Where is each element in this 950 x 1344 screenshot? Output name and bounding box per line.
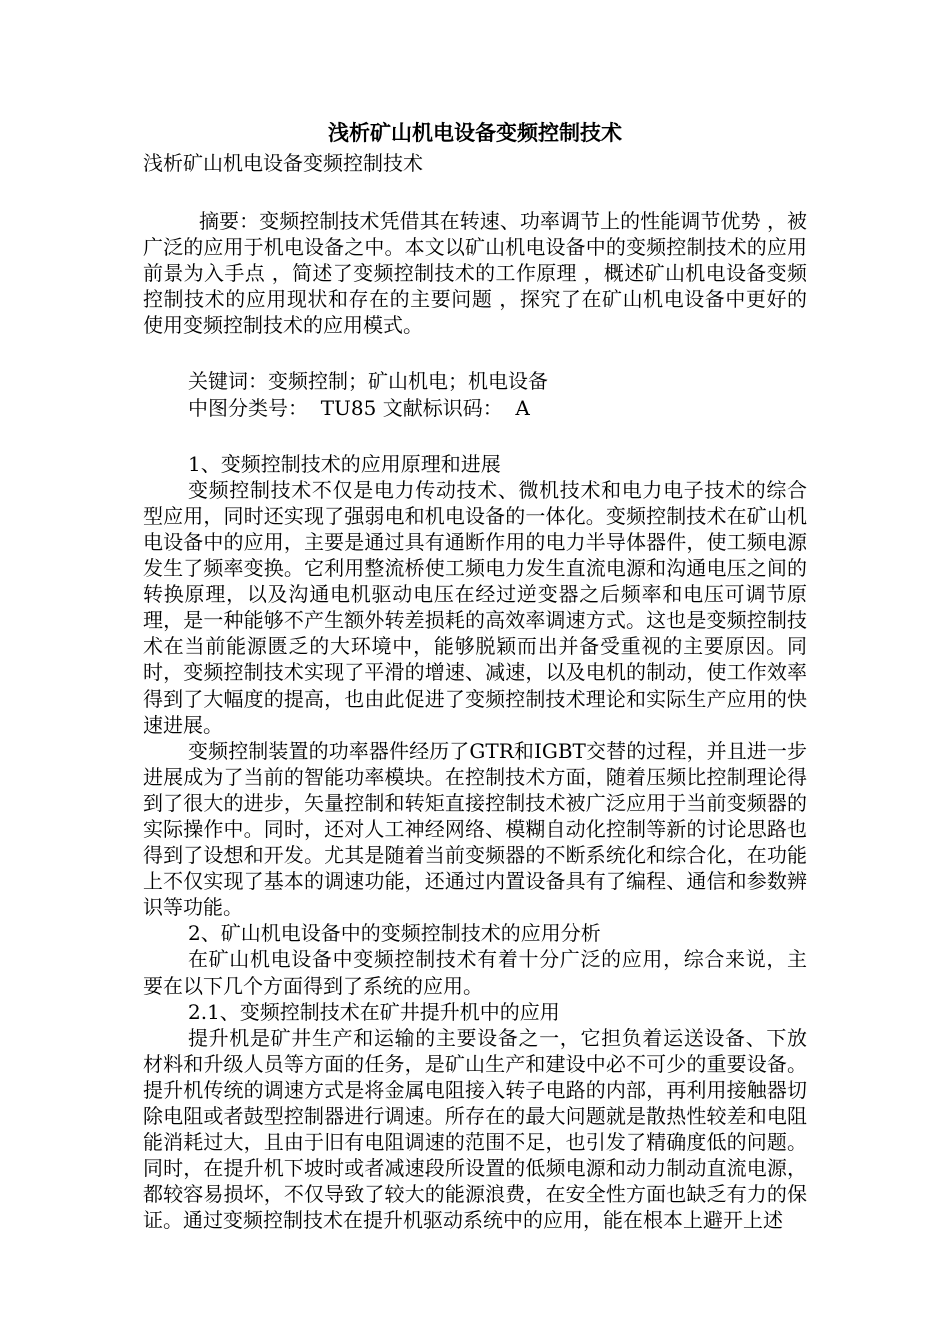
spacer [143, 421, 807, 451]
document-subtitle: 浅析矿山机电设备变频控制技术 [143, 151, 423, 175]
section-1-paragraph-2: 变频控制装置的功率器件经历了GTR和IGBT交替的过程，并且进一步进展成为了当前的智能功率模块。在控制技术方面，随着压频比控制理论得到了很大的进步，矢量控制和转矩直接控制技术被广泛应用于当前变频器的实际操作中。同时，还对人工神经网络、模糊自动化控制等新的讨论思路也得到了设想和开发。尤其是随着当前变频器的不断系统化和综合化，在功能上不仅实现了基本的调速功能，还通过内置设备具有了编程、通信和参数辨识等功能。 [143, 738, 807, 920]
section-2-paragraph-1: 在矿山机电设备中变频控制技术有着十分广泛的应用，综合来说，主要在以下几个方面得到了系统的应用。 [143, 947, 807, 998]
spacer [143, 338, 807, 368]
abstract-paragraph: 摘要：变频控制技术凭借其在转速、功率调节上的性能调节优势 ，被广泛的应用于机电设备之中。本文以矿山机电设备中的变频控制技术的应用前景为入手点 ，简述了变频控制技术的工作原理 ，概述矿山机电设备变频控制技术的应用现状和存在的主要问题 ，探究了在矿山机电设备中更好的使用变频控制技术的应用模式。 [143, 209, 807, 338]
keywords-line: 关键词：变频控制；矿山机电；机电设备 [188, 369, 548, 394]
spacer [143, 178, 807, 208]
section-2-1-heading: 2.1、变频控制技术在矿井提升机中的应用 [188, 999, 560, 1024]
section-1-paragraph-1: 变频控制技术不仅是电力传动技术、微机技术和电力电子技术的综合型应用，同时还实现了强弱电和机电设备的一体化。变频控制技术在矿山机电设备中的应用，主要是通过具有通断作用的电力半导体器件，使工频电源发生了频率变换。它利用整流桥使工频电力发生直流电源和沟通电压之间的转换原理，以及沟通电机驱动电压在经过逆变器之后频率和电压可调节原理，是一种能够不产生额外转差损耗的高效率调速方式。这也是变频控制技术在当前能源匮乏的大环境中，能够脱颖而出并备受重视的主要原因。同时，变频控制技术实现了平滑的增速、减速，以及电机的制动，使工作效率得到了大幅度的提高，也由此促进了变频控制技术理论和实际生产应用的快速进展。 [143, 477, 807, 737]
document-title: 浅析矿山机电设备变频控制技术 [328, 120, 622, 145]
section-2-heading: 2、矿山机电设备中的变频控制技术的应用分析 [188, 921, 601, 946]
section-2-1-paragraph-1: 提升机是矿井生产和运输的主要设备之一，它担负着运送设备、下放材料和升级人员等方面的任务，是矿山生产和建设中必不可少的重要设备。提升机传统的调速方式是将金属电阻接入转子电路的内部，再利用接触器切除电阻或者鼓型控制器进行调速。所存在的最大问题就是散热性较差和电阻能消耗过大，且由于旧有电阻调速的范围不足，也引发了精确度低的问题。同时，在提升机下坡时或者减速段所设置的低频电源和动力制动直流电源，都较容易损坏，不仅导致了较大的能源浪费，在安全性方面也缺乏有力的保证。通过变频控制技术在提升机驱动系统中的应用，能在根本上避开上述 [143, 1025, 807, 1233]
section-1-heading: 1、变频控制技术的应用原理和进展 [188, 451, 501, 476]
classification-line: 中图分类号： TU85 文献标识码： A [188, 395, 530, 420]
document-page [143, 118, 807, 1233]
